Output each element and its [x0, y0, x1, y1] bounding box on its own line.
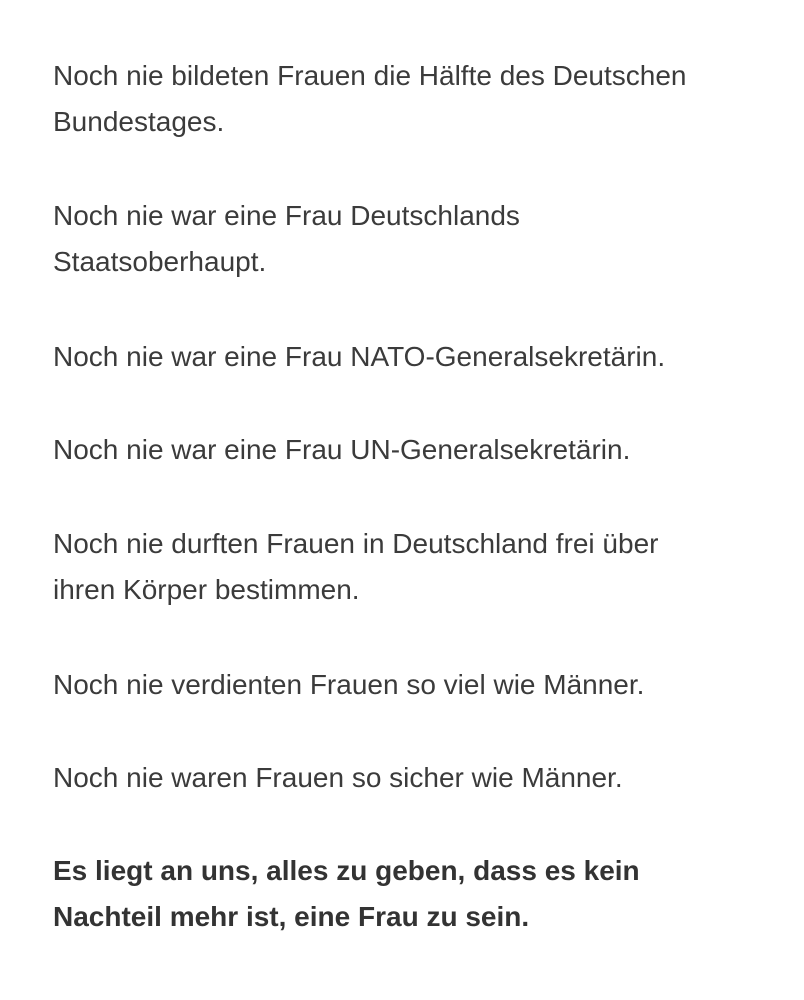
paragraph-verdienst: [53, 662, 773, 708]
paragraph-line: Noch nie war eine Frau UN-Generalsekretärin.: [53, 434, 631, 465]
paragraph-staatsoberhaupt: [53, 193, 773, 285]
paragraph-line: Staatsoberhaupt.: [53, 246, 267, 277]
paragraph-un: [53, 427, 773, 473]
paragraph-line: Noch nie bildeten Frauen die Hälfte des Deutschen: [53, 60, 687, 91]
paragraph-koerper: [53, 521, 773, 613]
paragraph-sicherheit: [53, 755, 773, 801]
paragraph-line: Noch nie verdienten Frauen so viel wie Männer.: [53, 669, 645, 700]
closing-line: Es liegt an uns, alles zu geben, dass es kein: [53, 855, 640, 886]
paragraph-line: ihren Körper bestimmen.: [53, 574, 360, 605]
closing-line: Nachteil mehr ist, eine Frau zu sein.: [53, 901, 530, 932]
paragraph-line: Bundestages.: [53, 106, 225, 137]
closing-statement: [53, 848, 773, 940]
paragraph-line: Noch nie war eine Frau Deutschlands: [53, 200, 520, 231]
paragraph-line: Noch nie durften Frauen in Deutschland frei über: [53, 528, 659, 559]
paragraph-line: Noch nie waren Frauen so sicher wie Männer.: [53, 762, 623, 793]
paragraph-line: Noch nie war eine Frau NATO-Generalsekretärin.: [53, 341, 666, 372]
paragraph-nato: [53, 334, 773, 380]
paragraph-bundestag: [53, 53, 773, 145]
